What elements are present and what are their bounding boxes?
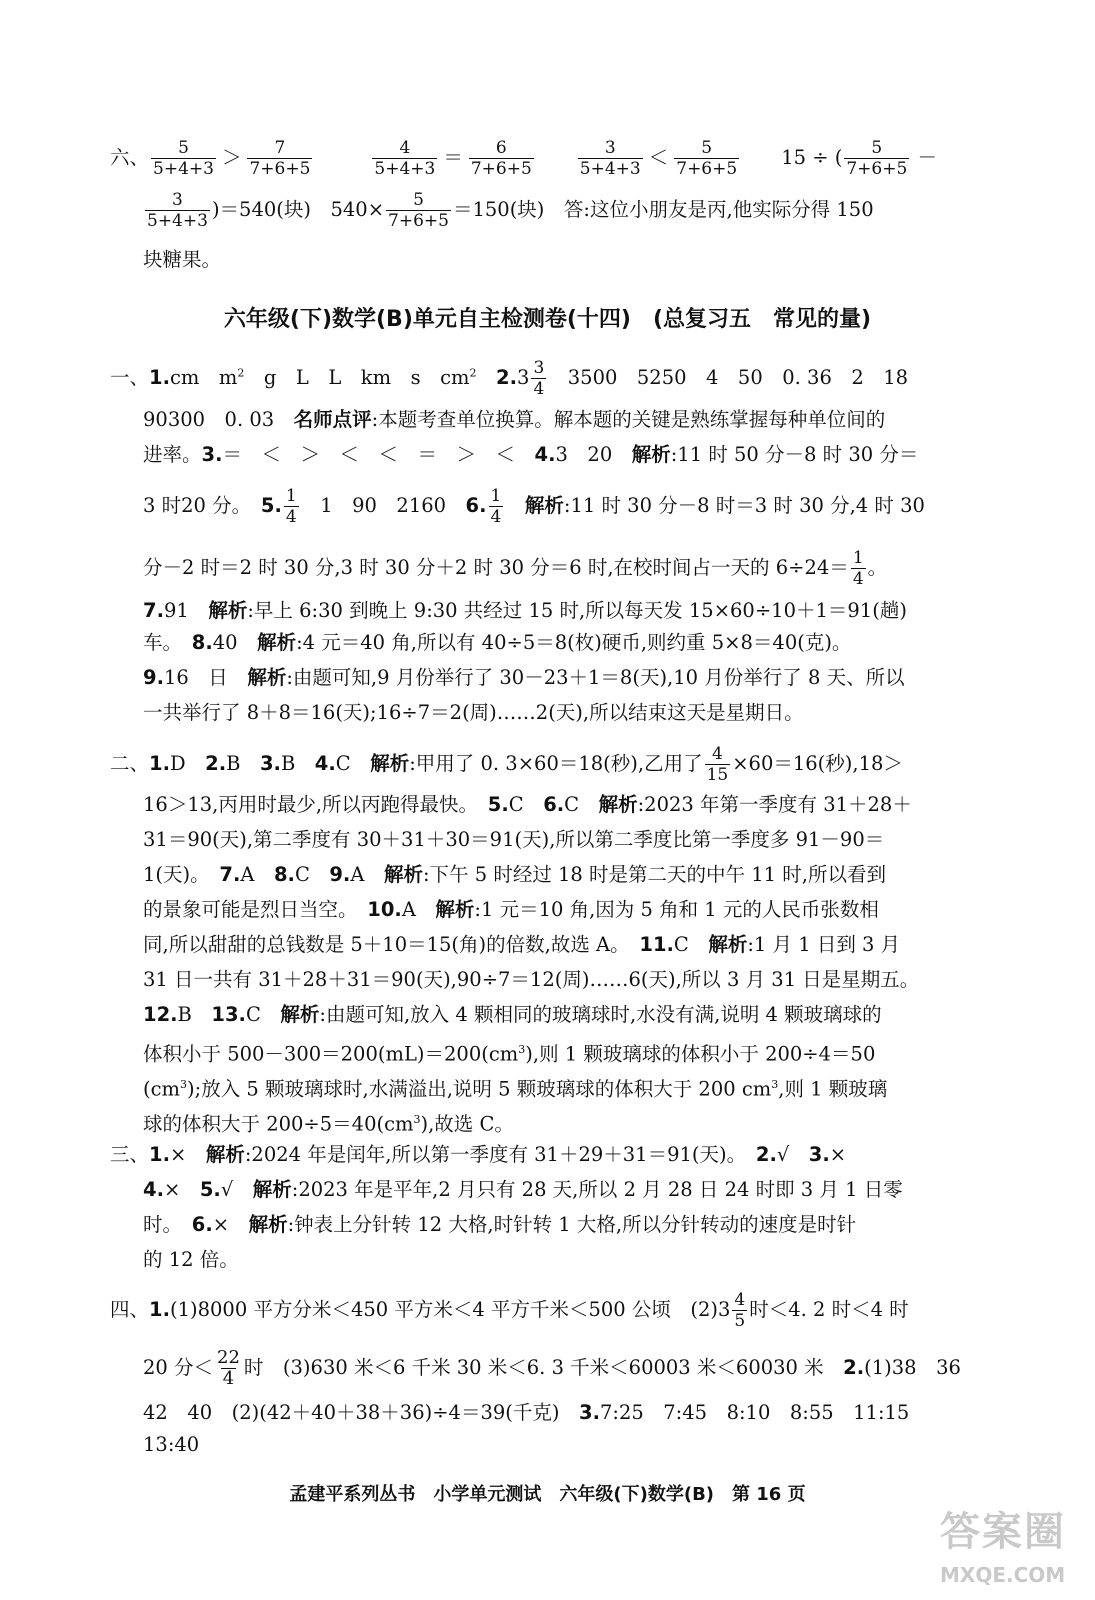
fraction: $\frac{4}{5}$: [734, 1290, 746, 1331]
p1-line6: 7.91 解析:早上 6:30 到晚上 9:30 共经过 15 时,所以每天发 15×60÷10＋1＝91(趟): [143, 599, 907, 622]
fraction: $\frac{1}{4}$: [285, 486, 297, 527]
fraction: $\frac{5}{5+4+3}$: [153, 138, 214, 179]
section6-line1: 六、 $\frac{5}{5+4+3}$ ＞ $\frac{7}{7+6+5}$ $\frac{4}{5+4+3}$ ＝ $\frac{6}{7+6+5}$ $\frac{3}{5+4+3}$ ＜ $\frac{5}{7+6+5}$ 15 ÷ ( $\frac{5}{7+6+5}$ －: [110, 138, 937, 179]
fraction: $\frac{3}{5+4+3}$: [579, 138, 641, 179]
fraction: $\frac{3}{5+4+3}$: [147, 190, 208, 231]
p1-line2: 90300 0. 03 名师点评:本题考查单位换算。解本题的关键是熟练掌握每种单位间的: [143, 408, 886, 431]
fraction: $\frac{5}{7+6+5}$: [676, 138, 738, 179]
fraction: $\frac{4}{15}$: [706, 744, 729, 785]
fraction: $\frac{1}{4}$: [490, 486, 502, 527]
fraction: $\frac{4}{5+4+3}$: [374, 138, 436, 179]
p2-line6: 同,所以甜甜的总钱数是 5＋10＝15(角)的倍数,故选 A。 11.C 解析:1 月 1 日到 3 月: [143, 933, 901, 956]
p4-line1: 四、1.(1)8000 平方分米＜450 平方米＜4 平方千米＜500 公顷 (2)3 $\frac{4}{5}$ 时＜4. 2 时＜4 时: [110, 1290, 909, 1331]
p2-line9: 体积小于 $500-300=200(mL)=200(cm^3)$,则 1 颗玻璃球的体积小于 200÷4＝50: [143, 1042, 876, 1066]
p2-line5: 的景象可能是烈日当空。 10.A 解析:1 元＝10 角,因为 5 角和 1 元的人民币张数相: [143, 898, 879, 921]
p1-line7: 车。 8.40 解析:4 元＝40 角,所以有 40÷5＝8(枚)硬币,则约重 5×8＝40(克)。: [143, 631, 852, 654]
p2-line3: 31＝90(天),第二季度有 30＋31＋30＝91(天),所以第二季度比第一季度多 91－90＝: [143, 828, 885, 851]
p2-line8: 12.B 13.C 解析:由题可知,放入 4 颗相同的玻璃球时,水没有满,说明 4 颗玻璃球的: [143, 1003, 882, 1026]
fraction: $\frac{7}{7+6+5}$: [249, 138, 311, 179]
fraction: $\frac{3}{4}$: [533, 358, 545, 399]
p1-line4: 3 时20 分。 5. $\frac{1}{4}$ 1 90 2160 6. $\frac{1}{4}$ 解析:11 时 30 分－8 时＝3 时 30 分,4 时 30: [143, 486, 925, 527]
p2-line1: 二、1.D 2.B 3.B 4.C 解析:甲用了 0. 3×60＝18(秒),乙用了 $\frac{4}{15}$ ×60＝16(秒),18＞: [110, 744, 903, 785]
fraction: $\frac{6}{7+6+5}$: [470, 138, 532, 179]
p3-line2: 4.× 5.√ 解析:2023 年是平年,2 月只有 28 天,所以 2 月 28 日 24 时即 3 月 1 日零: [143, 1178, 903, 1201]
fraction: $\frac{1}{4}$: [852, 548, 864, 589]
p4-line2: 20 分＜ $\frac{22}{4}$ 时 (3)630 米＜6 千米 30 米＜6. 3 千米＜60003 米＜60030 米 2.(1)38 36: [143, 1347, 961, 1389]
p4-line3: 42 40 (2)(42＋40＋38＋36)÷4＝39(千克) 3.7:25 7:45 8:10 8:55 11:15: [143, 1401, 910, 1424]
p1-line8: 9.16 日 解析:由题可知,9 月份举行了 30－23＋1＝8(天),10 月份举行了 8 天、所以: [143, 666, 905, 689]
page-footer: 孟建平系列丛书 小学单元测试 六年级(下)数学(B) 第 16 页: [289, 1484, 806, 1505]
p3-line4: 的 12 倍。: [143, 1248, 239, 1271]
watermark-url: MXQE.COM: [940, 1563, 1066, 1587]
fraction: $\frac{5}{7+6+5}$: [388, 190, 449, 231]
watermark-logo: [940, 1500, 1070, 1590]
p4-line4: 13:40: [143, 1433, 200, 1456]
p1-line5: 分－2 时＝2 时 30 分,3 时 30 分＋2 时 30 分＝6 时,在校时间占一天的 6÷24＝ $\frac{1}{4}$ 。: [143, 548, 888, 589]
page-title: 六年级(下)数学(B)单元自主检测卷(十四) (总复习五 常见的量): [223, 307, 872, 332]
section6-line2: $\frac{3}{5+4+3}$ )＝540(块) 540× $\frac{5}{7+6+5}$ ＝150(块) 答:这位小朋友是丙,他实际分得 150: [147, 190, 874, 231]
p2-line2: 16＞13,丙用时最少,所以丙跑得最快。 5.C 6.C 解析:2023 年第一季度有 31＋28＋: [143, 793, 912, 816]
p1-line3: 进率。3.＝ ＜ ＞ ＜ ＜ ＝ ＞ ＜ 4.3 20 解析:11 时 50 分－8 时 30 分＝: [143, 443, 919, 466]
p2-line7: 31 日一共有 31＋28＋31＝90(天),90÷7＝12(周)……6(天),所以 3 月 31 日是星期五。: [143, 968, 920, 991]
p2-line11: 球的体积大于 $200\div 5=40(cm^3)$,故选 C。: [143, 1112, 514, 1136]
p3-line1: 三、1.× 解析:2024 年是闰年,所以第一季度有 31＋29＋31＝91(天)。 2.√ 3.×: [110, 1143, 847, 1166]
p2-line10: $(cm^3)$;放入 5 颗玻璃球时,水满溢出,说明 5 颗玻璃球的体积大于 200 $cm^3$,则 1 颗玻璃: [143, 1077, 888, 1101]
section6-line3: 块糖果。: [143, 248, 222, 271]
fraction: $\frac{22}{4}$: [217, 1347, 240, 1389]
p1-line1: 一、1.cm $m^2$ g L L km s $cm^2$ 2.3 $\frac{3}{4}$ 3500 5250 4 50 0. 36 2 18: [110, 358, 909, 399]
p3-line3: 时。 6.× 解析:钟表上分针转 12 大格,时针转 1 大格,所以分针转动的速度是时针: [143, 1213, 857, 1236]
fraction: $\frac{5}{7+6+5}$: [846, 138, 908, 179]
p1-line9: 一共举行了 8＋8＝16(天);16÷7＝2(周)……2(天),所以结束这天是星期日。: [143, 701, 804, 724]
p2-line4: 1(天)。 7.A 8.C 9.A 解析:下午 5 时经过 18 时是第二天的中午 11 时,所以看到: [143, 863, 886, 886]
watermark-text: 答案圈: [940, 1509, 1066, 1555]
